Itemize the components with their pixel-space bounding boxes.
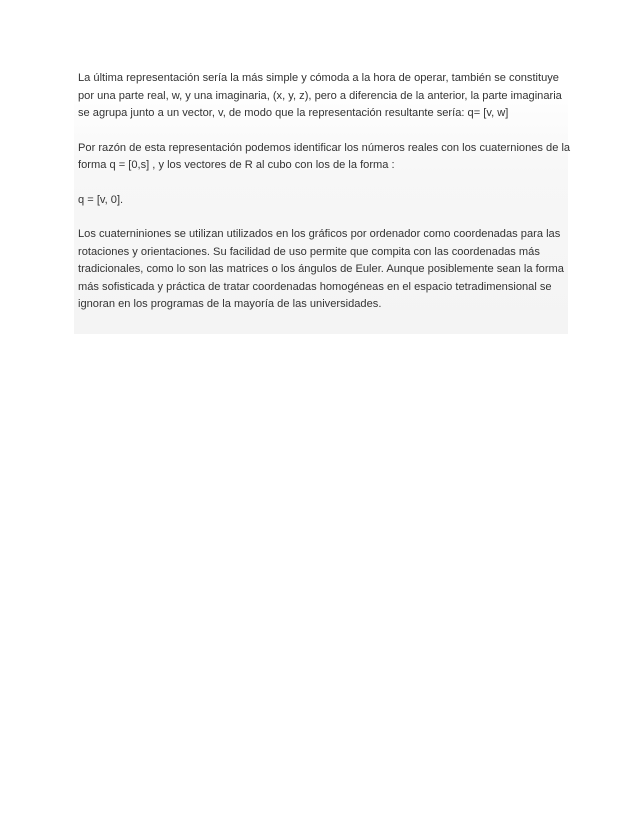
text-line: Los cuaterniniones se utilizan utilizados en los gráficos por ordenador como coordenadas para las [78,228,561,240]
text-line: tradicionales, como lo son las matrices o los ángulos de Euler. Aunque posiblemente sean la forma [78,263,564,275]
text-line: q = [v, 0]. [78,193,124,206]
text-line: más sofisticada y práctica de tratar coordenadas homogéneas en el espacio tetradimensional se [78,280,552,293]
paragraph-real-numbers [78,140,571,175]
text-line: La última representación sería la más simple y cómoda a la hora de operar, también se constituye [78,72,559,84]
paragraph-vector-form [78,192,568,210]
text-line: por una parte real, w, y una imaginaria, (x, y, z), pero a diferencia de la anterior, la parte imaginaria [78,89,562,102]
document-text-block [74,66,571,334]
text-line: se agrupa junto a un vector, v, de modo que la representación resultante sería: q= [v, w] [78,107,509,119]
text-line: forma q = [0,s] , y los vectores de R al cubo con los de la forma : [78,159,395,171]
text-line: ignoran en los programas de la mayoría de las universidades. [78,298,382,310]
text-line: Por razón de esta representación podemos identificar los números reales con los cuaterniones de la [78,141,571,154]
paragraph-quaternion-representation [78,70,568,123]
paragraph-computer-graphics-usage [78,226,568,328]
text-line: rotaciones y orientaciones. Su facilidad de uso permite que compita con las coordenadas más [78,245,540,258]
